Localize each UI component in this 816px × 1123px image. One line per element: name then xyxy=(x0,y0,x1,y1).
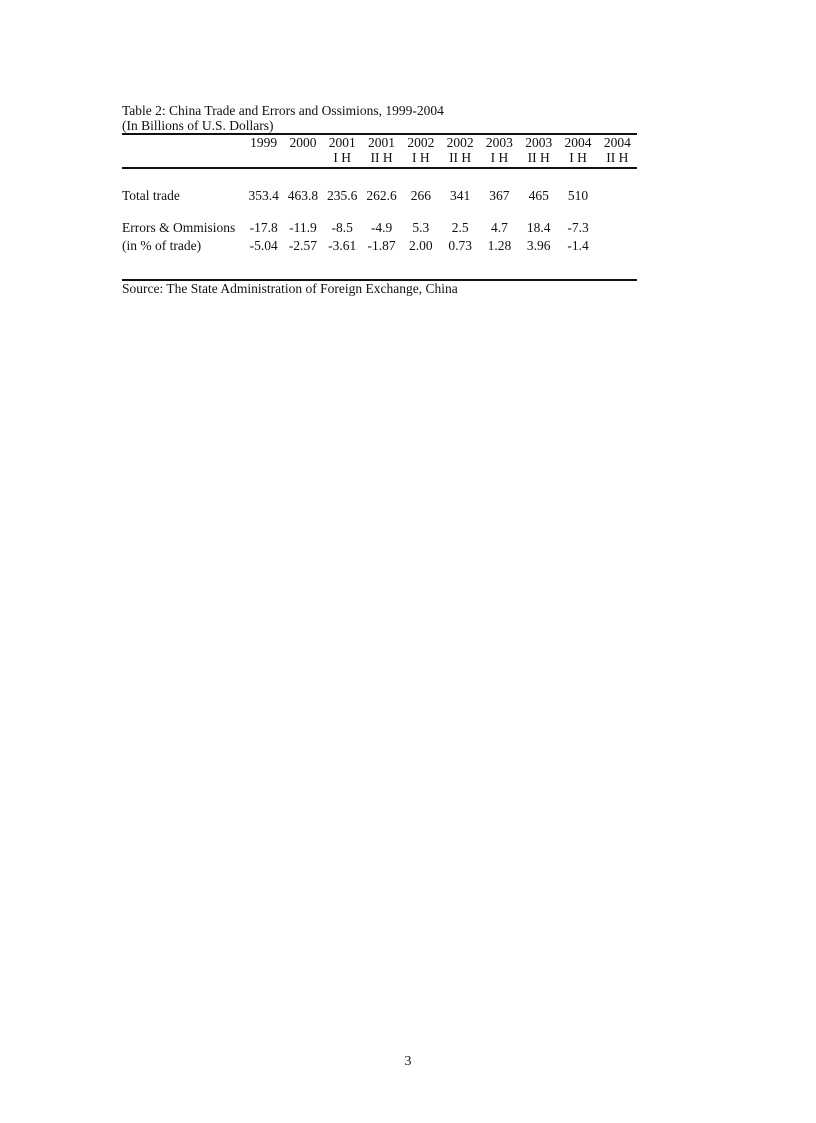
header-corner xyxy=(122,134,244,150)
header-half-3: I H xyxy=(323,150,362,168)
table-cell: 3.96 xyxy=(526,238,551,253)
table-cell: 465 xyxy=(528,188,549,203)
header-half-9: I H xyxy=(558,150,597,168)
header-half-2 xyxy=(283,150,322,168)
table-cell: -1.87 xyxy=(367,238,396,253)
row-label: (in % of trade) xyxy=(122,238,202,253)
spacer-row xyxy=(122,203,637,217)
table-cell: 18.4 xyxy=(526,220,551,235)
header-half-7: I H xyxy=(480,150,519,168)
header-row-years xyxy=(122,134,637,150)
spacer-row xyxy=(122,168,637,185)
table-cell: -8.5 xyxy=(331,220,353,235)
table-cell: 0.73 xyxy=(448,238,472,253)
table-cell xyxy=(598,217,637,235)
table-cell: 2.00 xyxy=(409,238,433,253)
header-year-8: 2003 xyxy=(519,134,558,150)
header-half-5: I H xyxy=(401,150,440,168)
table-cell: 2.5 xyxy=(451,220,469,235)
table-cell xyxy=(598,185,637,203)
table-cell: -4.9 xyxy=(370,220,393,235)
table-cell: -2.57 xyxy=(288,238,317,253)
table-cell: 1.28 xyxy=(487,238,512,253)
table-cell: 353.4 xyxy=(248,188,279,203)
table-cell: 266 xyxy=(410,188,431,203)
table-row-total-trade xyxy=(122,185,637,203)
spacer-row xyxy=(122,253,637,280)
table-cell: 367 xyxy=(489,188,510,203)
header-half-1 xyxy=(244,150,283,168)
table-block xyxy=(122,103,637,297)
header-corner-2 xyxy=(122,150,244,168)
table-cell: -3.61 xyxy=(328,238,357,253)
header-year-10: 2004 xyxy=(598,134,637,150)
header-year-6: 2002 xyxy=(440,134,479,150)
header-year-3: 2001 xyxy=(323,134,362,150)
table-row-errors xyxy=(122,217,637,235)
page-number: 3 xyxy=(404,1054,412,1069)
row-label: Total trade xyxy=(122,188,180,203)
table-cell: -5.04 xyxy=(249,238,278,253)
header-year-7: 2003 xyxy=(480,134,519,150)
table-cell: 5.3 xyxy=(412,220,430,235)
header-year-4: 2001 xyxy=(362,134,401,150)
table-subtitle: (In Billions of U.S. Dollars) xyxy=(122,118,274,133)
table-cell: 4.7 xyxy=(490,220,508,235)
header-year-2: 2000 xyxy=(283,134,322,150)
table-cell: 262.6 xyxy=(366,188,397,203)
header-half-8: II H xyxy=(519,150,558,168)
table-cell: -11.9 xyxy=(289,220,317,235)
table-cell: 510 xyxy=(567,188,589,203)
table-row-percent xyxy=(122,235,637,253)
header-year-1: 1999 xyxy=(244,134,283,150)
header-year-9: 2004 xyxy=(558,134,597,150)
table-cell: -7.3 xyxy=(567,220,589,235)
header-year-5: 2002 xyxy=(401,134,440,150)
table-cell: -1.4 xyxy=(567,238,589,253)
table-cell xyxy=(598,235,637,253)
header-half-6: II H xyxy=(440,150,479,168)
header-half-4: II H xyxy=(362,150,401,168)
table-source-note: Source: The State Administration of Foreign Exchange, China xyxy=(122,281,458,296)
table-cell: 463.8 xyxy=(287,188,319,203)
header-half-10: II H xyxy=(598,150,637,168)
header-row-halves xyxy=(122,150,637,168)
table-cell: 341 xyxy=(450,188,471,203)
row-label: Errors & Ommisions xyxy=(122,220,236,235)
table-cell: 235.6 xyxy=(327,188,358,203)
table-cell: -17.8 xyxy=(249,220,278,235)
table-title: Table 2: China Trade and Errors and Ossimions, 1999-2004 xyxy=(122,103,444,118)
trade-table xyxy=(122,133,637,281)
